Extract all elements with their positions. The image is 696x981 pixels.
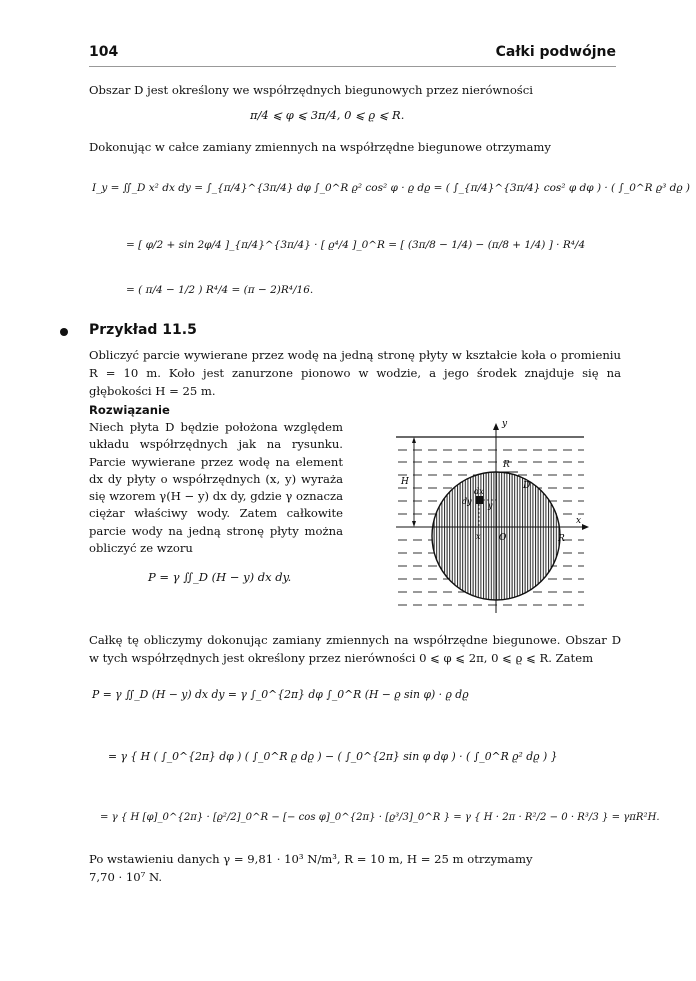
label-R: R	[503, 460, 510, 470]
x-axis-arrow	[582, 524, 589, 530]
label-H: H	[401, 477, 409, 487]
example-statement: Obliczyć parcie wywierane przez wodę na jedną stronę płyty w kształcie koła o promieniu R = 10 m. Koło jest zanurzone pionowo w wodzie, a jego środek znajduje się na głębokości H = 25 m.	[89, 348, 621, 398]
final-line2: 7,70 · 10⁷ N.	[89, 870, 163, 884]
label-y: y	[502, 419, 508, 429]
polar-equation-line1: P = γ ∬_D (H − y) dx dy = γ ∫_0^{2π} dφ ∫_0^R (H − ϱ sin φ) · ϱ dϱ	[92, 688, 469, 701]
polar-equation-line2: = γ { H ( ∫_0^{2π} dφ ) ( ∫_0^R ϱ dϱ ) − ( ∫_0^{2π} sin φ dφ ) · ( ∫_0^R ϱ² dϱ ) }	[108, 750, 558, 763]
formula-P: P = γ ∬_D (H − y) dx dy.	[148, 570, 292, 584]
equation-Iy-line2: = [ φ/2 + sin 2φ/4 ]_{π/4}^{3π/4} · [ ϱ⁴/4 ]_0^R = [ (3π/8 − 1/4) − (π/8 + 1/4) ] · R⁴/4	[126, 239, 586, 251]
equation-Iy-line3: = ( π/4 − 1/2 ) R⁴/4 = (π − 2)R⁴/16.	[126, 284, 314, 296]
chapter-title: Całki podwójne	[495, 44, 616, 60]
label-dx: dx	[474, 487, 484, 496]
page-number: 104	[89, 44, 119, 60]
label-R-right: R	[558, 534, 565, 544]
label-dy: dy	[462, 497, 472, 506]
label-x-coord: x	[476, 532, 481, 541]
solution-heading: Rozwiązanie	[89, 403, 170, 417]
solution-text: Niech płyta D będzie położona względem układu współrzędnych jak na rysunku. Parcie wywierane przez wodę na element dx dy płyty o współrzędnych (x, y) wyraża się wzorem γ(H − y) dx dy, gdzie γ oznacza ciężar właściwy wody. Zatem całkowite parcie wody na jedną stronę płyty można obliczyć ze wzoru	[89, 420, 343, 556]
header-rule	[89, 66, 616, 67]
label-O: O	[499, 533, 507, 543]
intro-inequality: π/4 ⩽ φ ⩽ 3π/4, 0 ⩽ ϱ ⩽ R.	[250, 108, 405, 122]
area-element	[476, 496, 483, 504]
label-x: x	[576, 516, 582, 526]
plate-figure	[392, 418, 592, 613]
final-line1: Po wstawieniu danych γ = 9,81 · 10³ N/m³, R = 10 m, H = 25 m otrzymamy	[89, 852, 533, 866]
label-y-coord: y	[488, 501, 493, 510]
intro-region-text: Obszar D jest określony we współrzędnych biegunowych przez nierówności	[89, 83, 533, 97]
intro-change-text: Dokonując w całce zamiany zmiennych na współrzędne biegunowe otrzymamy	[89, 140, 551, 154]
polar-equation-line3: = γ { H [φ]_0^{2π} · [ϱ²/2]_0^R − [− cos φ]_0^{2π} · [ϱ³/3]_0^R } = γ { H · 2π · R²/2 − 0 · R³/3 } = γπR²H.	[100, 812, 660, 823]
y-axis-arrow	[493, 423, 499, 430]
example-bullet	[60, 328, 68, 336]
equation-Iy-line1: I_y = ∬_D x² dx dy = ∫_{π/4}^{3π/4} dφ ∫_0^R ϱ² cos² φ · ϱ dϱ = ( ∫_{π/4}^{3π/4} cos² φ dφ ) · ( ∫_0^R ϱ³ dϱ )	[92, 182, 690, 194]
label-D: D	[523, 481, 531, 491]
polar-text: Całkę tę obliczymy dokonując zamiany zmiennych na współrzędne biegunowe. Obszar D w tych współrzędnych jest określony przez nierówności 0 ⩽ φ ⩽ 2π, 0 ⩽ ϱ ⩽ R. Zatem	[89, 633, 621, 665]
example-title: Przykład 11.5	[89, 322, 197, 338]
